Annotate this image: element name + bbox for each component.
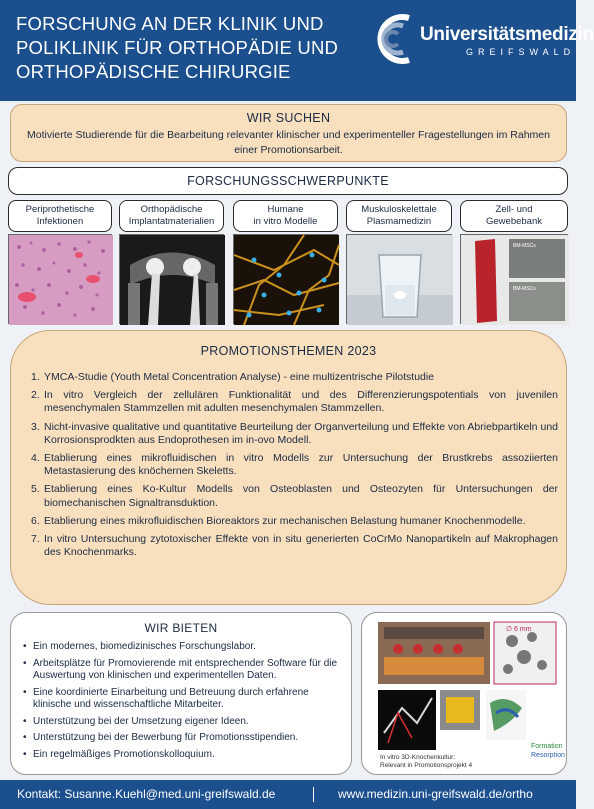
topic-gewebebank [460,200,568,232]
list-item: • Unterstützung bei der Umsetzung eigener Ideen. [23,716,345,729]
topic-label: Humane [267,204,304,215]
list-item: • Ein modernes, biomedizinisches Forschungslabor. [23,641,345,654]
title-line: ORTHOPÄDISCHE CHIRURGIE [16,61,291,82]
topic-plasmamedizin [346,200,452,232]
xray-implant-image [119,234,224,324]
list-item: • Arbeitsplätze für Promovierende mit entsprechender Software für die Auswertung von klinischen und experimentellen Daten. [23,658,345,683]
image-label: BM-MSCs [513,243,536,249]
topic-label: Periprothetische [25,204,95,215]
title-line: POLIKLINIK FÜR ORTHOPÄDIE UND [16,37,339,58]
wir-bieten-box [10,612,352,775]
topic-implantatmaterialien [119,200,224,232]
list-item: • Unterstützung bei der Bewerbung für Promotionsstipendien. [23,732,345,745]
image-label: BM-MSCs [513,286,536,292]
logo-text: Universitätsmedizin [420,24,594,45]
wir-suchen-title: WIR SUCHEN [246,111,331,125]
website-link[interactable]: www.medizin.uni-greifswald.de/ortho [338,787,533,801]
formation-resorption-legend [531,743,565,760]
list-item: 7. In vitro Untersuchung zytotoxischer Effekte von in situ generierten CoCrMo Nanopartikeln auf Makrophagen des Knochenmarks. [31,533,558,559]
footer-divider [313,787,314,802]
topic-label: in vitro Modelle [253,216,318,227]
promotionsthemen-title: PROMOTIONSTHEMEN 2023 [200,344,377,358]
topic-label: Plasmamedizin [366,216,432,227]
resorption-label: Resorption [531,751,565,759]
university-logo [373,14,594,74]
wir-suchen-text: Motivierte Studierende für die Bearbeitung relevanter klinischer und experimenteller Fragestellungen im Rahmen einer Promotionsarbeit. [27,129,550,156]
cell-culture-image [233,234,338,324]
topic-label: Zell- und [495,204,533,215]
logo-subtext: GREIFSWALD [466,47,576,57]
bone-culture-collage [361,612,567,775]
formation-label: Formation [531,743,563,750]
topic-label: Implantatmaterialien [128,216,215,227]
list-item: • Ein regelmäßiges Promotionskolloquium. [23,749,345,762]
list-item: 6. Etablierung eines mikrofluidischen Bioreaktors zur mechanischen Belastung humaner Knochenmodelle. [31,514,526,527]
header [0,0,594,101]
wir-bieten-title: WIR BIETEN [144,621,218,635]
poster-title [16,12,376,84]
wir-bieten-list [23,641,345,765]
histology-image [8,234,112,324]
scale-label: ∅ 6 mm [506,626,532,633]
topic-in-vitro-modelle [233,200,338,232]
contact-email[interactable]: Kontakt: Susanne.Kuehl@med.uni-greifswald.de [17,787,276,801]
topic-label: Gewebebank [486,216,542,227]
list-item: • Eine koordinierte Einarbeitung und Betreuung durch erfahrene klinische und wissenschaftliche Mitarbeiter. [23,687,345,712]
list-item: 5. Etablierung eines Ko-Kultur Modells von Osteoblasten und Osteozyten für Untersuchungen der biomechanischen Signaltransduktion. [31,483,558,509]
tissue-bank-image [460,234,568,324]
list-item: 4. Etablierung eines mikrofluidischen in vitro Modells zur Untersuchung der Brustkrebs assoziierten Metastasierung des knöchernen Skeletts. [31,452,558,478]
list-item: 3. Nicht-invasive qualitative und quantitative Beurteilung der Organverteilung und Effekte von Abriebpartikeln und Korrosionsprodkten aus Endoprothesen im in-ovo Modell. [31,420,558,446]
promotionsthemen-box [10,330,567,605]
footer [0,780,576,809]
list-item: 2. In vitro Vergleich der zellulären Funktionalität und des Differenzierungspotentials von juvenilen mesenchymalen Stammzellen mit adulten mesenchymalen Stammzellen. [31,389,558,415]
topic-label: Orthopädische [140,204,203,215]
topic-label: Infektionen [36,216,84,227]
title-line: FORSCHUNG AN DER KLINIK UND [16,13,324,34]
schwerpunkte-header: FORSCHUNGSSCHWERPUNKTE [8,167,568,195]
list-item: 1. YMCA-Studie (Youth Metal Concentration Analyse) - eine multizentrische Pilotstudie [31,371,435,383]
wir-suchen-box [10,104,567,162]
topic-label: Muskuloskelettale [361,204,437,215]
promotionsthemen-list [31,371,558,564]
topic-infektionen [8,200,112,232]
caption-line: Relevant in Promotionsprojekt 4 [380,762,473,769]
plasma-glass-image [346,234,452,324]
image-caption [380,754,472,770]
caption-line: In vitro 3D-Knochenkultur: [380,754,456,761]
logo-mark-icon [373,14,415,64]
